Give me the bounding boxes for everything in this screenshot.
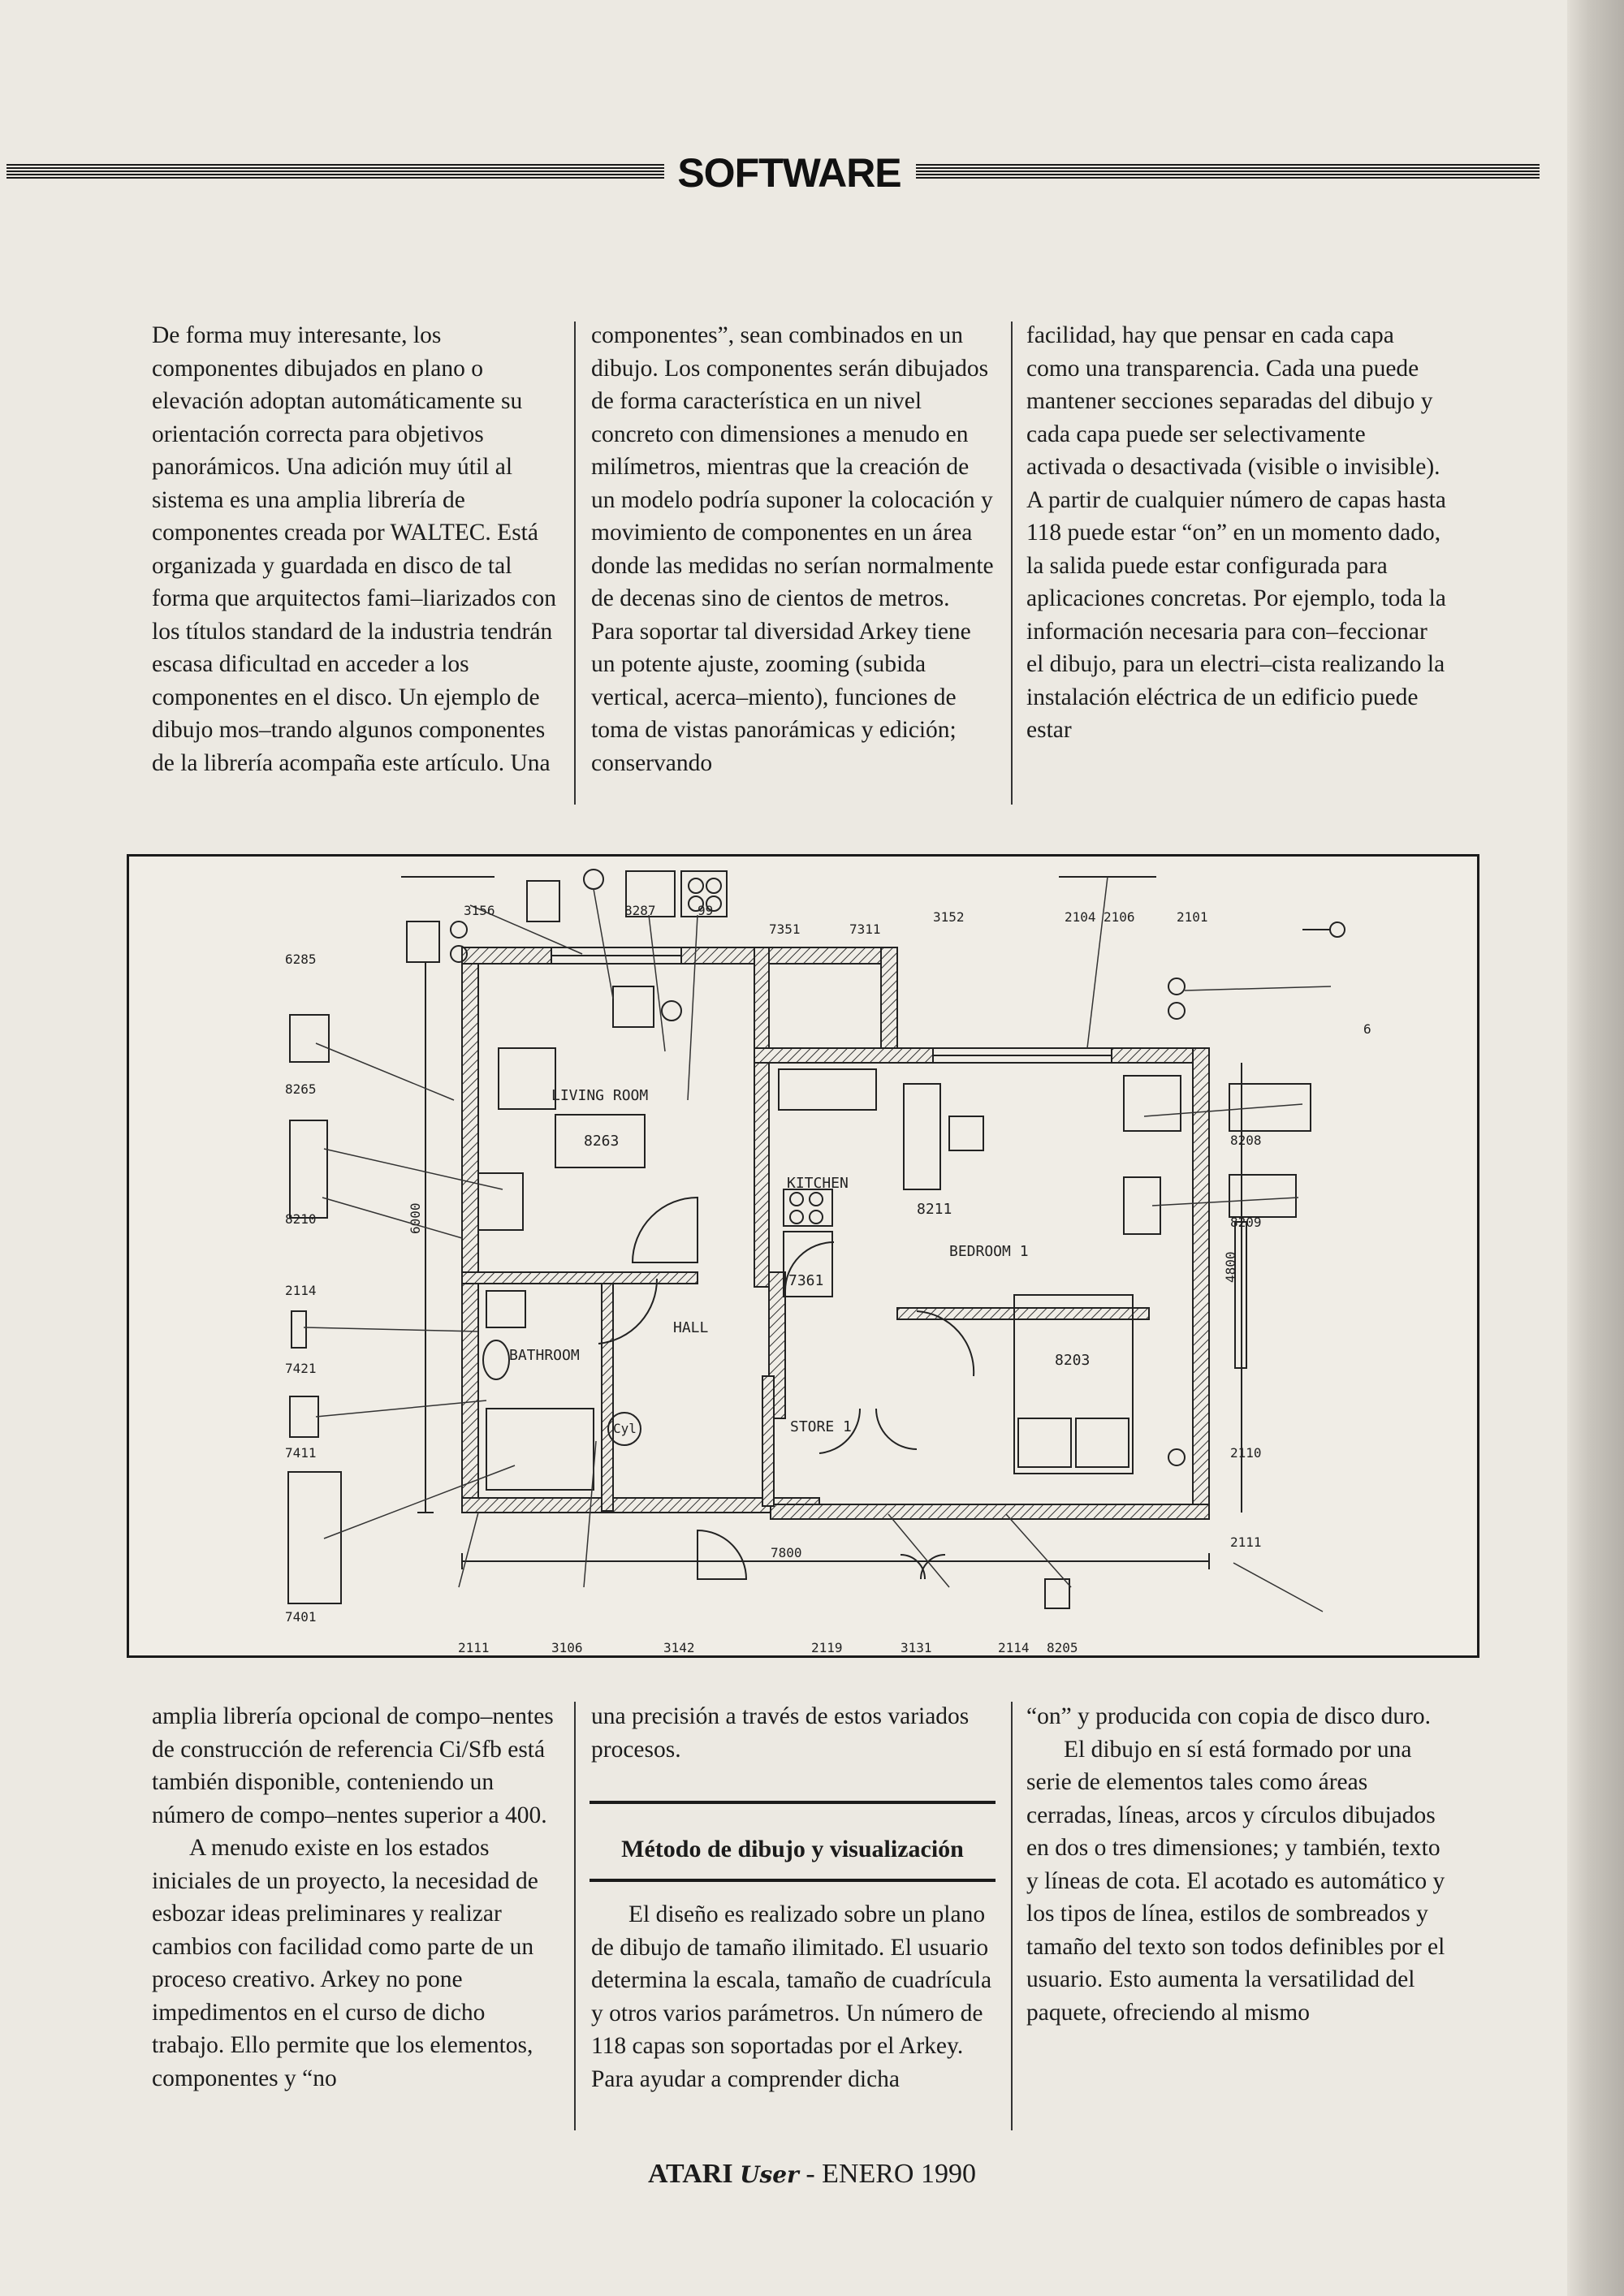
column-3-top [1026, 319, 1449, 747]
paragraph: una precisión a través de estos variados procesos. [591, 1703, 970, 1763]
wall-bathroom-right [602, 1284, 613, 1511]
ref-label: 8265 [285, 1081, 317, 1097]
ref-label: 7351 [769, 921, 801, 937]
column-2-bottom [591, 1700, 997, 1766]
subheading: Método de dibujo y visualización [621, 1836, 964, 1862]
section-title: SOFTWARE [677, 150, 901, 196]
page-edge-shadow [1567, 0, 1624, 2296]
ref-label: 8287 [624, 903, 656, 918]
ref-label: 3106 [551, 1640, 583, 1655]
ref-label: 2119 [811, 1640, 843, 1655]
wall-left [462, 947, 478, 1513]
column-divider [1011, 1702, 1013, 2130]
label-kitchen: KITCHEN [787, 1175, 849, 1192]
label-store: STORE 1 [790, 1418, 852, 1435]
column-1-bottom [152, 1700, 558, 2095]
bed [1014, 1295, 1133, 1474]
ref-label: 2111 [1230, 1534, 1262, 1550]
paragraph: El diseño es realizado sobre un plano de dibujo de tamaño ilimitado. El usuario determina la escala, tamaño de cuadrícula y otros varios parámetros. Un número de 118 capas son soportadas por el Arkey. Para ayudar a comprender dicha [591, 1901, 992, 2092]
column-divider [574, 322, 576, 805]
page-footer [0, 2156, 1624, 2193]
subheading-rule-bottom [590, 1879, 996, 1882]
label-cyl: Cyl [613, 1421, 637, 1436]
issue-date: - ENERO 1990 [806, 2159, 976, 2189]
paragraph: El dibujo en sí está formado por una serie de elementos tales como áreas cerradas, líneas, arcos y círculos dibujados en dos o tres dimensiones; y también, texto y líneas de cota. El acotado es automático y los tipos de línea, estilos de sombreados y tamaño del texto son todos definibles por el usuario. Esto aumenta la versatilidad del paquete, ofreciendo al mismo [1026, 1736, 1445, 2026]
label-living-room: LIVING ROOM [551, 1087, 649, 1104]
subheading-rule-top [590, 1801, 996, 1804]
floor-plan-drawing [129, 857, 1477, 1655]
ref-label: 2114 [285, 1283, 317, 1298]
ref-label: 2111 [458, 1640, 490, 1655]
paragraph: componentes”, sean combinados en un dibujo. Los componentes serán dibujados de forma característica en un nivel concreto con dimensiones a menudo en milímetros, mientras que la creación de un modelo podría suponer la colocación y movimiento de componentes en un área donde las medidas no serían normalmente de decenas sino de cientos de metros. Para soportar tal diversidad Arkey tiene un potente ajuste, zooming (subida vertical, acerca–miento), funciones de toma de vistas panorámicas y edición; conservando [591, 322, 994, 776]
ref-label: 7421 [285, 1361, 317, 1376]
paragraph: A menudo existe en los estados iniciales de un proyecto, la necesidad de esbozar ideas preliminares y realizar cambios con facilidad como parte de un proceso creativo. Arkey no pone impedimentos en el curso de dicho trabajo. Ello permite que los elementos, componentes y “no [152, 1835, 538, 2091]
wall-bathroom-top [462, 1272, 698, 1284]
ref-label: 6285 [285, 952, 317, 967]
section-header [0, 146, 1543, 203]
label-bedroom: BEDROOM 1 [949, 1243, 1029, 1260]
dim-width: 7800 [771, 1545, 802, 1560]
paragraph: “on” y producida con copia de disco duro. [1026, 1703, 1432, 1729]
label-hall: HALL [673, 1319, 709, 1336]
column-3-bottom [1026, 1700, 1449, 2029]
label-cupboard: 7361 [788, 1272, 824, 1289]
ref-label: 8209 [1230, 1215, 1262, 1230]
ref-label: 8208 [1230, 1133, 1262, 1148]
ref-label: 2110 [1230, 1445, 1262, 1461]
paragraph: amplia librería opcional de compo–nentes de construcción de referencia Ci/Sfb está también disponible, conteniendo un número de compo–nentes superior a 400. [152, 1703, 554, 1828]
floor-plan-figure [127, 854, 1479, 1658]
wall-kitchen-left [754, 947, 769, 1287]
ref-label: 2106 [1104, 909, 1135, 925]
ref-label: 2104 [1065, 909, 1096, 925]
doors [598, 1198, 974, 1579]
label-bed: 8203 [1055, 1352, 1091, 1369]
dim-height-left: 6000 [408, 1202, 423, 1234]
dimensions [401, 877, 1242, 1569]
column-divider [574, 1702, 576, 2130]
label-bathroom: BATHROOM [509, 1347, 580, 1364]
ref-label: 3131 [901, 1640, 932, 1655]
label-table: 8263 [584, 1133, 620, 1150]
column-1-top [152, 319, 558, 779]
label-sink: 8211 [917, 1201, 952, 1218]
paragraph: facilidad, hay que pensar en cada capa como una transparencia. Cada una puede mantener secciones separadas del dibujo y cada capa puede ser selectivamente activada o desactivada (visible o invisible). A partir de cualquier número de capas hasta 118 puede estar “on” en un momento dado, la salida puede estar configurada para aplicaciones concretas. Por ejemplo, toda la información necesaria para con–feccionar el dibujo, para un electri–cista realizando la instalación eléctrica de un edificio puede estar [1026, 322, 1446, 743]
ref-label: 8210 [285, 1211, 317, 1227]
magazine-logo-user: User [740, 2161, 799, 2188]
ref-label: 3142 [663, 1640, 695, 1655]
column-divider [1011, 322, 1013, 805]
header-rule-right [916, 164, 1540, 180]
ref-label: 3156 [464, 903, 495, 918]
ref-label: 2114 [998, 1640, 1030, 1655]
ref-label: 7401 [285, 1609, 317, 1625]
wall-store [762, 1376, 774, 1506]
ref-label: 99 [698, 903, 714, 918]
wall-right [1193, 1048, 1209, 1519]
column-2-top [591, 319, 997, 779]
ref-label: 8205 [1047, 1640, 1078, 1655]
ref-label: 2101 [1177, 909, 1208, 925]
ref-label: 3152 [933, 909, 965, 925]
dim-height-right: 4800 [1223, 1251, 1238, 1283]
wall-kitchen-right-upper [881, 947, 897, 1063]
ref-label: 6 [1363, 1021, 1371, 1037]
column-2-bottom-body [591, 1898, 997, 2095]
wall-bottom-right [771, 1504, 1209, 1519]
magazine-name: ATARI [648, 2159, 733, 2189]
windows [551, 947, 1112, 1063]
ref-label: 7311 [849, 921, 881, 937]
paragraph: De forma muy interesante, los componentes dibujados en plano o elevación adoptan automáticamente su orientación correcta para objetivos panorámicos. Una adición muy útil al sistema es una amplia librería de componentes creada por WALTEC. Está organizada y guardada en disco de tal forma que arquitectos fami–liarizados con los títulos standard de la industria tendrán escasa dificultad en acceder a los componentes en el disco. Un ejemplo de dibujo mos–trando algunos componentes de la librería acompaña este artículo. Una [152, 322, 557, 776]
wall-bedroom-kitchen [897, 1308, 1149, 1319]
ref-label: 7411 [285, 1445, 317, 1461]
header-rule-left [6, 164, 664, 180]
